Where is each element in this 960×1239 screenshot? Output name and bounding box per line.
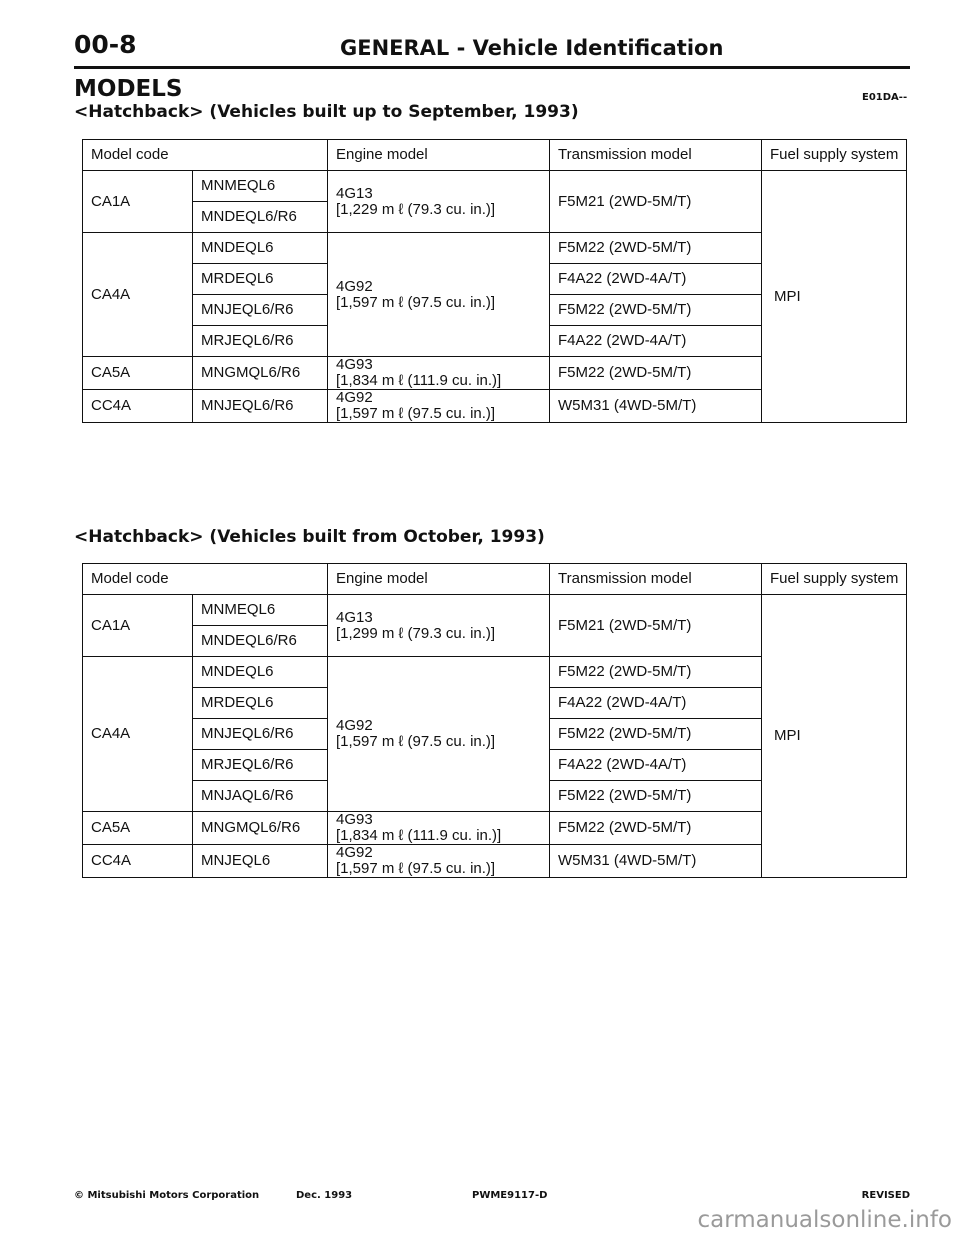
model-code-cell: CA4A: [83, 657, 193, 812]
engine-line: 4G92: [336, 717, 373, 734]
engine-model-cell: [328, 595, 550, 657]
page-title: GENERAL - Vehicle Identification: [340, 36, 724, 60]
watermark: carmanualsonline.info: [697, 1207, 952, 1233]
transmission-cell: W5M31 (4WD-5M/T): [550, 845, 762, 878]
model-variant-cell: MNJEQL6/R6: [193, 295, 328, 326]
model-variant-cell: MRDEQL6: [193, 688, 328, 719]
model-variant-cell: MNJAQL6/R6: [193, 781, 328, 812]
model-variant-cell: MNDEQL6: [193, 233, 328, 264]
transmission-cell: F5M22 (2WD-5M/T): [550, 719, 762, 750]
model-variant-cell: MNDEQL6/R6: [193, 626, 328, 657]
engine-model-cell: [328, 845, 550, 878]
transmission-cell: F5M22 (2WD-5M/T): [550, 233, 762, 264]
page-header: [74, 30, 910, 66]
engine-model-cell: [328, 171, 550, 233]
transmission-cell: F5M22 (2WD-5M/T): [550, 812, 762, 845]
engine-line: [1,299 m ℓ (79.3 cu. in.)]: [336, 624, 496, 642]
transmission-cell: F4A22 (2WD-4A/T): [550, 688, 762, 719]
table-header-row: [83, 140, 907, 171]
model-code-cell: CA1A: [83, 171, 193, 233]
header-fuel-supply: Fuel supply system: [762, 140, 907, 171]
model-code-cell: CA5A: [83, 357, 193, 390]
table-row: [83, 595, 907, 626]
model-variant-cell: MRJEQL6/R6: [193, 326, 328, 357]
model-code-cell: CC4A: [83, 390, 193, 423]
model-variant-cell: MNGMQL6/R6: [193, 357, 328, 390]
engine-model-cell: [328, 357, 550, 390]
engine-line: 4G13: [336, 184, 373, 202]
engine-line: [1,834 m ℓ (111.9 cu. in.)]: [336, 372, 502, 389]
transmission-cell: W5M31 (4WD-5M/T): [550, 390, 762, 423]
engine-line: 4G92: [336, 844, 373, 861]
engine-line: 4G93: [336, 356, 373, 373]
engine-model-cell: [328, 390, 550, 423]
engine-line: [1,229 m ℓ (79.3 cu. in.)]: [336, 200, 496, 218]
transmission-cell: F4A22 (2WD-4A/T): [550, 750, 762, 781]
table-header-row: [83, 564, 907, 595]
transmission-cell: F5M22 (2WD-5M/T): [550, 657, 762, 688]
footer-doc-code: PWME9117-D: [472, 1190, 548, 1201]
fuel-supply-cell: MPI: [762, 171, 907, 423]
engine-line: [1,834 m ℓ (111.9 cu. in.)]: [336, 827, 502, 844]
model-variant-cell: MNMEQL6: [193, 171, 328, 202]
transmission-cell: F5M22 (2WD-5M/T): [550, 295, 762, 326]
model-variant-cell: MNDEQL6/R6: [193, 202, 328, 233]
engine-model-cell: [328, 233, 550, 357]
engine-line: [1,597 m ℓ (97.5 cu. in.)]: [336, 293, 496, 311]
engine-line: [1,597 m ℓ (97.5 cu. in.)]: [336, 860, 496, 877]
engine-model-cell: [328, 812, 550, 845]
engine-line: [1,597 m ℓ (97.5 cu. in.)]: [336, 405, 496, 422]
model-variant-cell: MNJEQL6: [193, 845, 328, 878]
models-table-2: [82, 563, 907, 878]
footer-copyright: © Mitsubishi Motors Corporation: [74, 1190, 260, 1201]
header-transmission-model: Transmission model: [550, 140, 762, 171]
transmission-cell: F4A22 (2WD-4A/T): [550, 326, 762, 357]
model-code-cell: CC4A: [83, 845, 193, 878]
model-variant-cell: MNJEQL6/R6: [193, 390, 328, 423]
section-title: MODELS: [74, 76, 183, 102]
engine-line: [1,597 m ℓ (97.5 cu. in.)]: [336, 733, 496, 750]
header-model-code: Model code: [83, 564, 328, 595]
model-code-cell: CA4A: [83, 233, 193, 357]
table-row: [83, 171, 907, 202]
page-number: 00-8: [74, 30, 137, 59]
transmission-cell: F5M21 (2WD-5M/T): [550, 171, 762, 233]
engine-line: 4G92: [336, 389, 373, 406]
header-engine-model: Engine model: [328, 140, 550, 171]
model-variant-cell: MNGMQL6/R6: [193, 812, 328, 845]
model-variant-cell: MRDEQL6: [193, 264, 328, 295]
section-code: E01DA--: [862, 92, 908, 103]
model-variant-cell: MNMEQL6: [193, 595, 328, 626]
transmission-cell: F4A22 (2WD-4A/T): [550, 264, 762, 295]
footer-status: REVISED: [861, 1190, 910, 1201]
header-model-code: Model code: [83, 140, 328, 171]
transmission-cell: F5M22 (2WD-5M/T): [550, 357, 762, 390]
model-code-cell: CA5A: [83, 812, 193, 845]
header-transmission-model: Transmission model: [550, 564, 762, 595]
table-1-subtitle: <Hatchback> (Vehicles built up to September, 1993): [74, 102, 579, 122]
engine-line: 4G92: [336, 277, 373, 295]
engine-model-cell: [328, 657, 550, 812]
page-footer: [74, 1190, 910, 1204]
model-variant-cell: MRJEQL6/R6: [193, 750, 328, 781]
engine-line: 4G13: [336, 608, 373, 626]
footer-date: Dec. 1993: [296, 1190, 353, 1201]
header-engine-model: Engine model: [328, 564, 550, 595]
table-2-subtitle: <Hatchback> (Vehicles built from October, 1993): [74, 527, 545, 547]
fuel-supply-cell: MPI: [762, 595, 907, 878]
transmission-cell: F5M22 (2WD-5M/T): [550, 781, 762, 812]
engine-line: 4G93: [336, 811, 373, 828]
transmission-cell: F5M21 (2WD-5M/T): [550, 595, 762, 657]
model-code-cell: CA1A: [83, 595, 193, 657]
header-rule: [74, 66, 910, 69]
header-fuel-supply: Fuel supply system: [762, 564, 907, 595]
model-variant-cell: MNJEQL6/R6: [193, 719, 328, 750]
models-table-1: [82, 139, 907, 423]
model-variant-cell: MNDEQL6: [193, 657, 328, 688]
